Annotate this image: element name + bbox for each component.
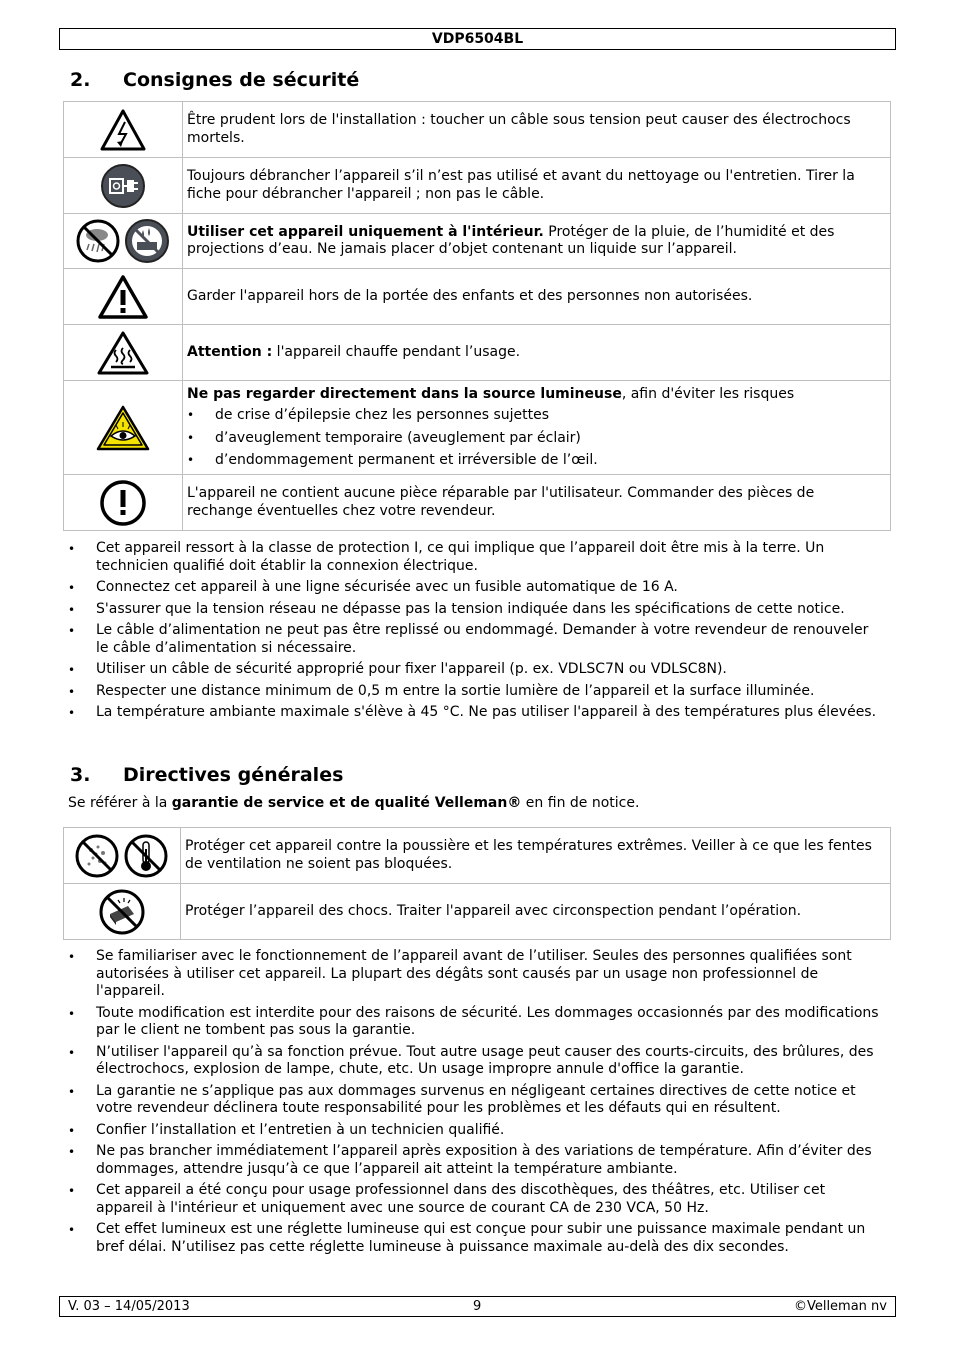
list-item: • Le câble d’alimentation ne peut pas être replissé ou endommagé. Demander à votre revendeur de renouveler le câble d’alimentation si nécessaire. bbox=[68, 622, 883, 657]
table-row bbox=[64, 158, 891, 214]
text-cell bbox=[181, 828, 891, 884]
risk-list bbox=[187, 407, 884, 470]
list-item: • Cet appareil a été conçu pour usage professionnel dans des discothèques, des théâtres, etc. Utiliser cet appareil à l'intérieur et uniquement avec une source de courant CA de 230 VCA, 50 Hz. bbox=[68, 1182, 883, 1217]
text-cell bbox=[183, 102, 891, 158]
list-item: • Cet effet lumineux est une réglette lumineuse qui est conçue pour subir une puissance maximale pendant un bref délai. N’utilisez pas cette réglette lumineuse à puissance maximale au-delà des dix secondes. bbox=[68, 1221, 883, 1256]
list-item: • Toute modification est interdite pour des raisons de sécurité. Les dommages occasionnés par des modifications par le client ne tombent pas sous la garantie. bbox=[68, 1005, 883, 1040]
list-item: • d’endommagement permanent et irréversible de l’œil. bbox=[187, 452, 884, 470]
section-title: Directives générales bbox=[123, 764, 344, 786]
list-item: • N’utiliser l'appareil qu’à sa fonction prévue. Tout autre usage peut causer des courts-circuits, des brûlures, des électrochocs, explosion de lampe, chute, etc. Un usage impropre annule d'office la garantie. bbox=[68, 1044, 883, 1079]
row-text: Toujours débrancher l’appareil s’il n’est pas utilisé et avant du nettoyage ou l'entretien. Tirer la fiche pour débrancher l'appareil ; non pas le câble. bbox=[187, 168, 855, 202]
row-text: Être prudent lors de l'installation : toucher un câble sous tension peut causer des électrochocs mortels. bbox=[187, 112, 851, 146]
row-text: , afin d'éviter les risques bbox=[621, 385, 795, 402]
table-row bbox=[64, 269, 891, 325]
intro-bold-text: garantie de service et de qualité Velleman® bbox=[171, 795, 522, 811]
list-item: • d’aveuglement temporaire (aveuglement par éclair) bbox=[187, 430, 884, 448]
icon-cell bbox=[64, 381, 183, 475]
text-cell bbox=[183, 325, 891, 381]
text-cell bbox=[183, 158, 891, 214]
row-text: Protéger l’appareil des chocs. Traiter l'appareil avec circonspection pendant l’opération. bbox=[185, 902, 802, 919]
list-item: • La température ambiante maximale s'élève à 45 °C. Ne pas utiliser l'appareil à des températures plus élevées. bbox=[68, 704, 883, 722]
row-text: Protéger cet appareil contre la poussière et les températures extrêmes. Veiller à ce que les fentes de ventilation ne soient pas bloquées. bbox=[185, 838, 872, 872]
row-text: l'appareil chauffe pendant l’usage. bbox=[272, 343, 521, 360]
section-number: 2. bbox=[70, 69, 91, 91]
list-item: • Connectez cet appareil à une ligne sécurisée avec un fusible automatique de 16 A. bbox=[68, 579, 883, 597]
icon-cell bbox=[64, 269, 183, 325]
icon-cell bbox=[64, 158, 183, 214]
list-item: • La garantie ne s’applique pas aux dommages survenus en négligeant certaines directives de cette notice et votre revendeur déclinera toute responsabilité pour les problèmes et les défauts qui en résultent. bbox=[68, 1083, 883, 1118]
icon-cell bbox=[64, 828, 181, 884]
table-row bbox=[64, 381, 891, 475]
intro-paragraph bbox=[68, 795, 639, 813]
safety-symbol-table bbox=[63, 101, 891, 531]
page-footer bbox=[59, 1296, 896, 1317]
list-item: • Cet appareil ressort à la classe de protection I, ce qui implique que l’appareil doit être mis à la terre. Un technicien qualifié doit établir la connexion électrique. bbox=[68, 540, 883, 575]
table-row bbox=[64, 102, 891, 158]
document-title: VDP6504BL bbox=[431, 31, 524, 47]
text-cell bbox=[183, 475, 891, 531]
intro-text: en fin de notice. bbox=[521, 795, 640, 811]
list-item: • Se familiariser avec le fonctionnement de l’appareil avant de l’utiliser. Seules des personnes qualifiées sont autorisées à utiliser cet appareil. La plupart des dégâts sont causés par un usage non professionnel de l'appareil. bbox=[68, 948, 883, 1001]
list-item: • S'assurer que la tension réseau ne dépasse pas la tension indiquée dans les spécifications de cette notice. bbox=[68, 601, 883, 619]
section-3-heading bbox=[70, 763, 343, 787]
list-item: • Ne pas brancher immédiatement l’appareil après exposition à des variations de température. Afin d’éviter des dommages, attendre jusqu’à ce que l’appareil ait atteint la température ambiante. bbox=[68, 1143, 883, 1178]
table-row bbox=[64, 475, 891, 531]
section-title: Consignes de sécurité bbox=[123, 69, 360, 91]
row-lead bbox=[187, 386, 884, 404]
list-item: • Utiliser un câble de sécurité approprié pour fixer l'appareil (p. ex. VDLSC7N ou VDLSC8N). bbox=[68, 661, 883, 679]
page-number: 9 bbox=[473, 1299, 482, 1314]
table-row bbox=[64, 828, 891, 884]
table-row bbox=[64, 325, 891, 381]
section-2-heading bbox=[70, 68, 359, 92]
row-text: Protéger de la pluie, de l’humidité et des projections d’eau. Ne jamais placer d’objet contenant un liquide sur l’appareil. bbox=[187, 223, 835, 257]
icon-cell bbox=[64, 102, 183, 158]
page-header bbox=[59, 28, 896, 50]
row-bold-text: Attention : bbox=[187, 343, 273, 360]
text-cell bbox=[183, 269, 891, 325]
general-bullet-list bbox=[68, 948, 883, 1260]
hot-surface-icon bbox=[96, 345, 150, 361]
section-number: 3. bbox=[70, 764, 91, 786]
icon-cell bbox=[64, 884, 181, 940]
icon-cell bbox=[64, 214, 183, 269]
unplug-icon bbox=[100, 178, 146, 194]
no-shock-icon bbox=[98, 904, 146, 920]
row-text: Garder l'appareil hors de la portée des enfants et des personnes non autorisées. bbox=[187, 287, 753, 304]
exclamation-icon bbox=[99, 495, 147, 511]
row-bold-text: Utiliser cet appareil uniquement à l'intérieur. bbox=[187, 223, 544, 240]
warning-icon bbox=[97, 289, 149, 305]
eye-hazard-icon bbox=[96, 420, 150, 436]
text-cell bbox=[183, 214, 891, 269]
general-symbol-table bbox=[63, 827, 891, 940]
icon-cell bbox=[64, 325, 183, 381]
copyright: ©Velleman nv bbox=[793, 1299, 887, 1314]
list-item: • Confier l’installation et l’entretien à un technicien qualifié. bbox=[68, 1122, 883, 1140]
electric-hazard-icon bbox=[100, 122, 146, 138]
intro-text: Se référer à la bbox=[68, 795, 172, 811]
list-item: • Respecter une distance minimum de 0,5 m entre la sortie lumière de l’appareil et la surface illuminée. bbox=[68, 683, 883, 701]
version-date: V. 03 – 14/05/2013 bbox=[68, 1299, 190, 1314]
text-cell bbox=[183, 381, 891, 475]
safety-bullet-list bbox=[68, 540, 883, 726]
table-row bbox=[64, 214, 891, 269]
text-cell bbox=[181, 884, 891, 940]
row-bold-text: Ne pas regarder directement dans la source lumineuse bbox=[187, 385, 622, 402]
list-item: • de crise d’épilepsie chez les personnes sujettes bbox=[187, 407, 884, 425]
row-text: L'appareil ne contient aucune pièce réparable par l'utilisateur. Commander des pièces de rechange éventuelles chez votre revendeur. bbox=[187, 485, 815, 519]
no-dust-temperature-icon bbox=[74, 848, 170, 864]
icon-cell bbox=[64, 475, 183, 531]
no-rain-icon bbox=[75, 233, 171, 249]
table-row bbox=[64, 884, 891, 940]
